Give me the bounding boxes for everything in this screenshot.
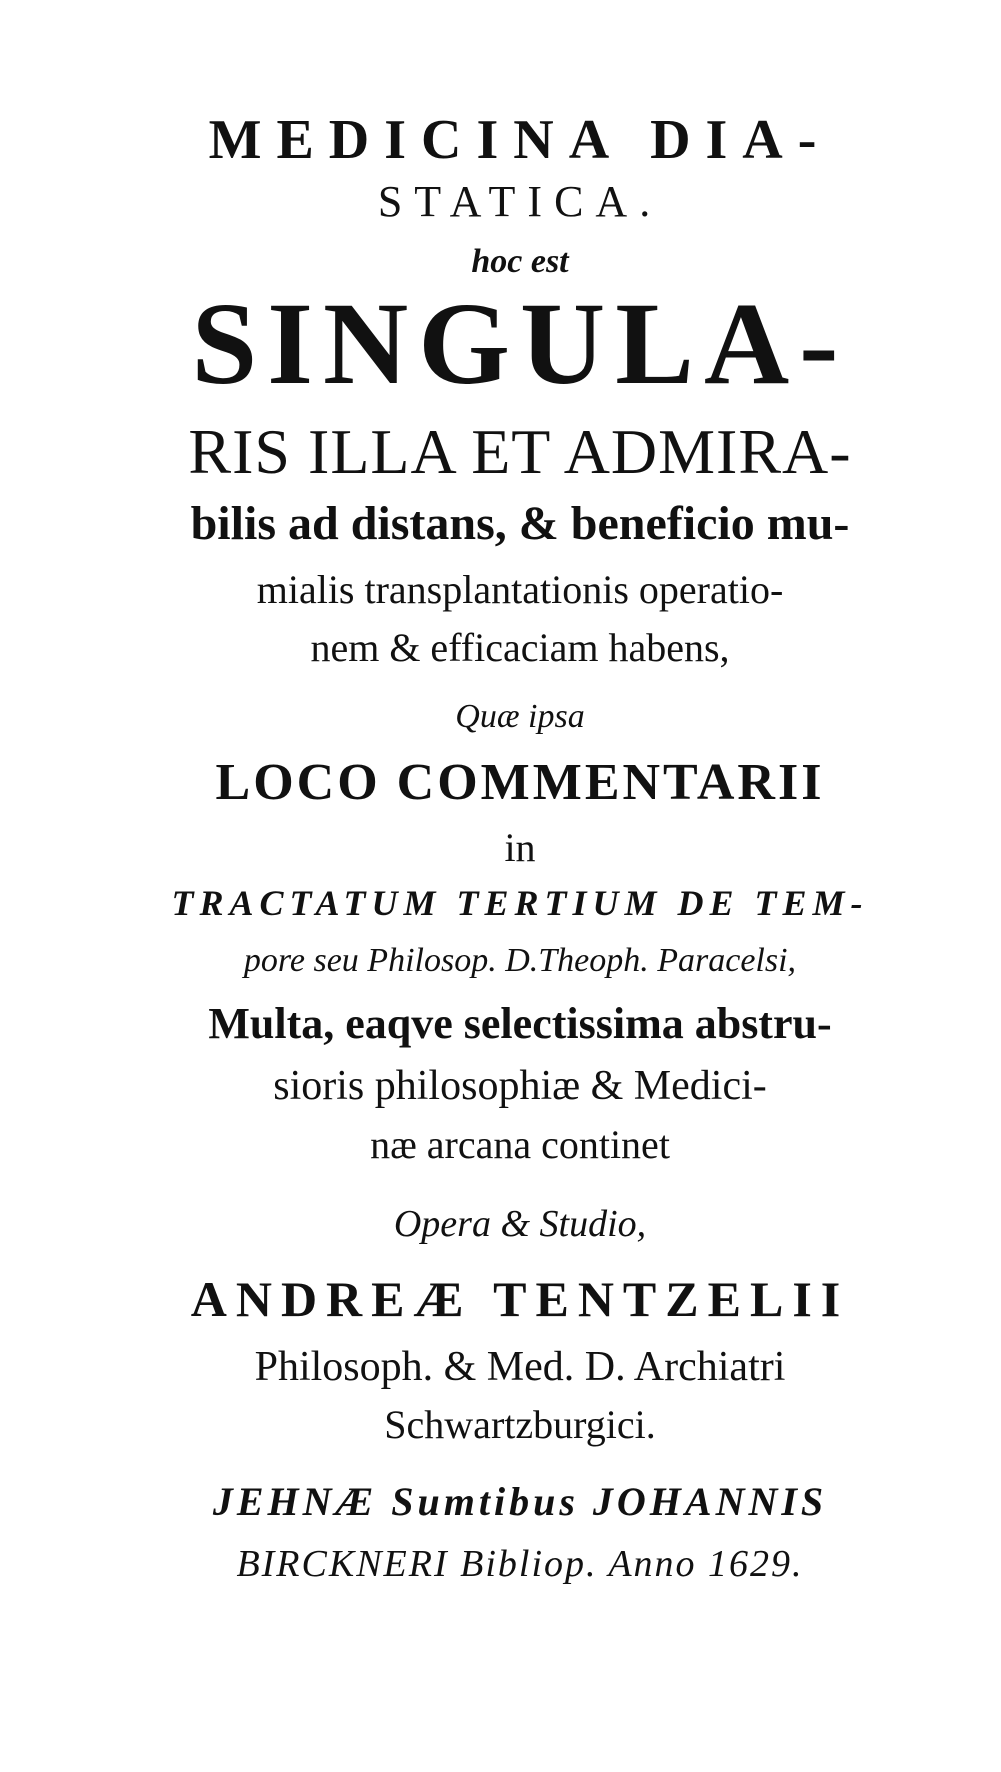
singula-headline: SINGULA- bbox=[191, 278, 849, 409]
quae-ipsa-line: Quæ ipsa bbox=[455, 698, 585, 735]
loco-commentarii-line: LOCO COMMENTARII bbox=[215, 754, 825, 811]
subtitle-line-2: bilis ad distans, & beneficio mu- bbox=[190, 497, 850, 550]
title-line-1: MEDICINA DIA- bbox=[208, 109, 832, 171]
opera-studio-line: Opera & Studio, bbox=[393, 1203, 647, 1245]
multa-line: Multa, eaqve selectissima abstru- bbox=[208, 999, 832, 1048]
author-name: ANDREÆ TENTZELII bbox=[190, 1271, 850, 1327]
arcana-line: næ arcana continet bbox=[370, 1122, 670, 1167]
subtitle-line-4: nem & efficaciam habens, bbox=[310, 625, 730, 670]
tractatum-line: TRACTATUM TERTIUM DE TEM- bbox=[171, 883, 869, 923]
author-title-line-1: Philosoph. & Med. D. Archiatri bbox=[254, 1344, 786, 1390]
title-line-2: STATICA. bbox=[377, 177, 663, 226]
hoc-est-line: hoc est bbox=[471, 243, 569, 280]
subtitle-line-1: RIS ILLA ET ADMIRA- bbox=[188, 416, 852, 487]
imprint-line-2: BIRCKNERI Bibliop. Anno 1629. bbox=[236, 1543, 804, 1585]
imprint-line-1: JEHNÆ Sumtibus JOHANNIS bbox=[212, 1479, 828, 1524]
paracelsi-line: pore seu Philosop. D.Theoph. Paracelsi, bbox=[243, 942, 797, 979]
in-line: in bbox=[504, 825, 536, 870]
author-title-line-2: Schwartzburgici. bbox=[384, 1402, 656, 1447]
philosophiae-line: sioris philosophiæ & Medici- bbox=[273, 1063, 767, 1109]
subtitle-line-3: mialis transplantationis operatio- bbox=[256, 567, 784, 612]
